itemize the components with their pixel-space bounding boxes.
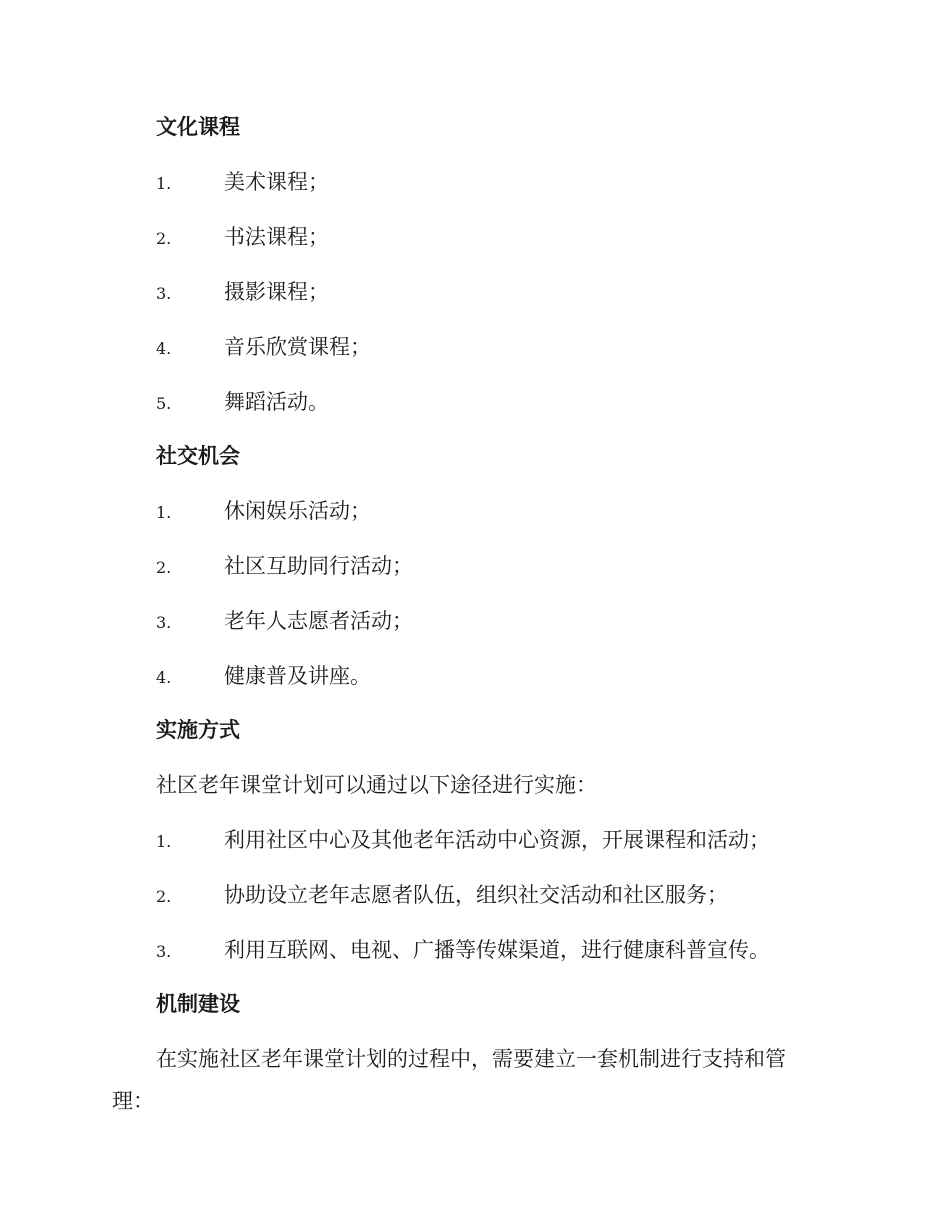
list-item-number: 1.	[156, 832, 172, 851]
list-item-number: 1.	[156, 174, 172, 193]
list-item-number: 3.	[156, 613, 172, 632]
section-heading-social: 社交机会	[156, 443, 240, 468]
list-item-number: 5.	[156, 394, 172, 413]
list-item-number: 3.	[156, 942, 172, 961]
list-item-number: 2.	[156, 887, 172, 906]
list-item-number: 4.	[156, 668, 172, 687]
list-item-text: 社区互助同行活动；	[224, 554, 413, 578]
list-item-text: 协助设立老年志愿者队伍，组织社交活动和社区服务；	[224, 883, 728, 907]
list-item-text: 摄影课程；	[224, 280, 329, 304]
list-item-text: 利用社区中心及其他老年活动中心资源，开展课程和活动；	[224, 828, 770, 852]
list-item-number: 3.	[156, 284, 172, 303]
paragraph-line: 在实施社区老年课堂计划的过程中，需要建立一套机制进行支持和管	[156, 1047, 786, 1071]
paragraph-line: 理：	[112, 1089, 154, 1113]
section-intro: 社区老年课堂计划可以通过以下途径进行实施：	[156, 773, 597, 797]
list-item-text: 利用互联网、电视、广播等传媒渠道，进行健康科普宣传。	[224, 938, 770, 962]
list-item-text: 休闲娱乐活动；	[224, 499, 371, 523]
list-item-text: 老年人志愿者活动；	[224, 609, 413, 633]
list-item-text: 健康普及讲座。	[224, 664, 371, 688]
list-item-number: 2.	[156, 558, 172, 577]
list-item-number: 4.	[156, 339, 172, 358]
list-item-number: 1.	[156, 503, 172, 522]
list-item-number: 2.	[156, 229, 172, 248]
list-item-text: 音乐欣赏课程；	[224, 335, 371, 359]
list-item-text: 舞蹈活动。	[224, 390, 329, 414]
list-item-text: 美术课程；	[224, 170, 329, 194]
section-heading-implementation: 实施方式	[156, 717, 240, 742]
section-heading-culture: 文化课程	[156, 114, 240, 139]
section-heading-mechanism: 机制建设	[156, 991, 240, 1016]
list-item-text: 书法课程；	[224, 225, 329, 249]
